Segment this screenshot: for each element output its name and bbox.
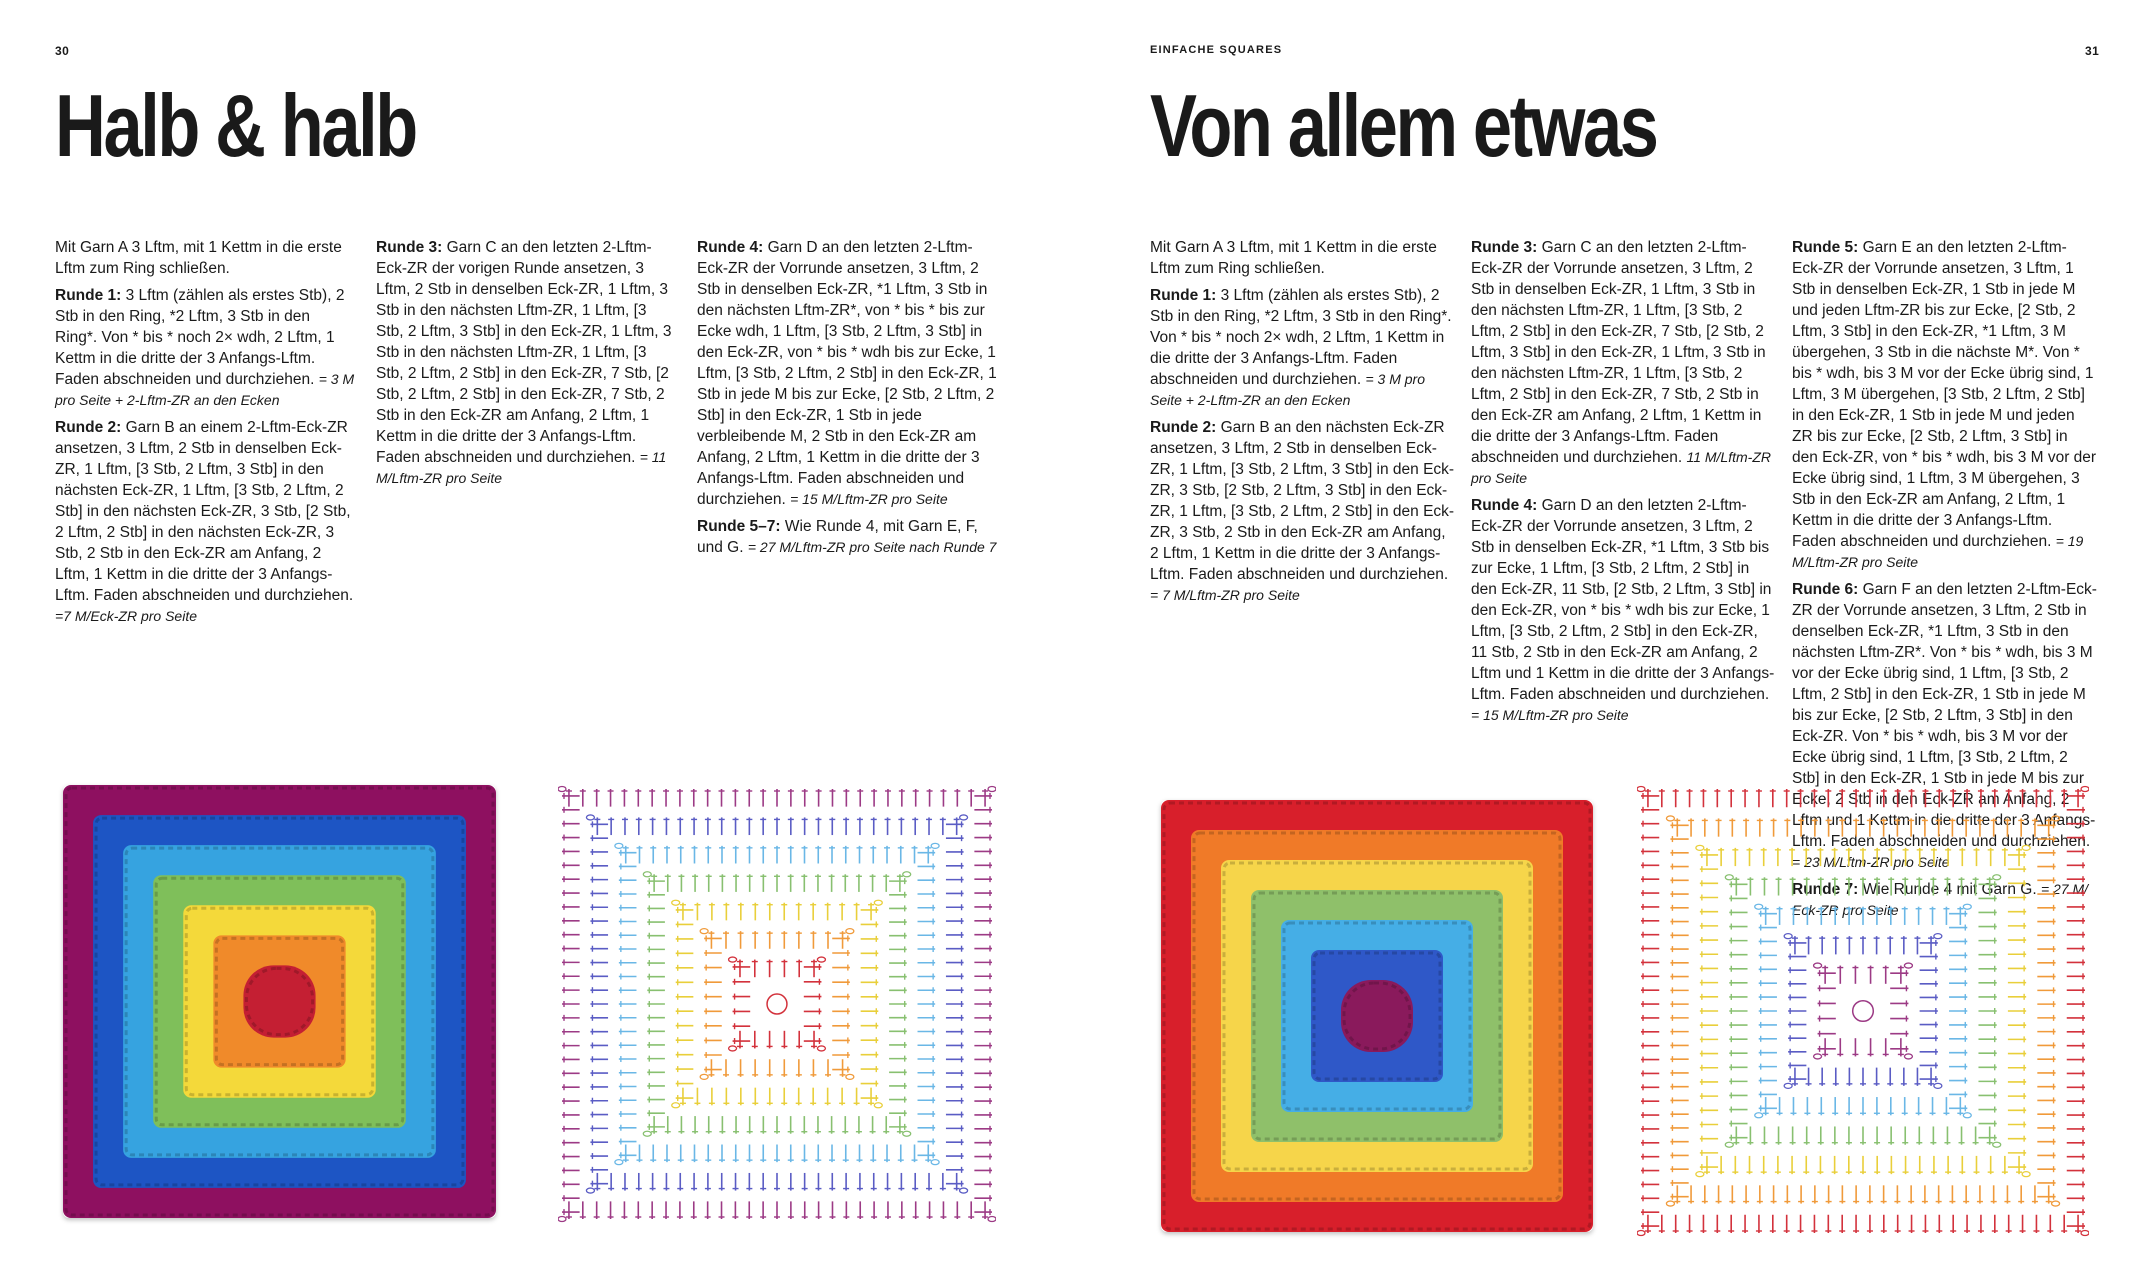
chart-round: [729, 957, 826, 1051]
starting-ring: [767, 994, 787, 1014]
crochet-chart: [558, 785, 996, 1223]
chart-round: [1666, 816, 2059, 1206]
instruction-paragraph: Mit Garn A 3 Lftm, mit 1 Kettm in die erste Lftm zum Ring schließen.: [55, 239, 342, 277]
page-number: 31: [2085, 44, 2100, 58]
instructions-column-1: [55, 237, 355, 633]
right-page: [1071, 0, 2142, 1280]
starting-ring: [1853, 1001, 1874, 1022]
chart-round: [672, 900, 883, 1108]
crochet-chart: [1637, 785, 2089, 1237]
chart-round: [700, 929, 854, 1080]
instructions-column-1: [1150, 237, 1455, 612]
instruction-paragraph: Runde 1: 3 Lftm (zählen als erstes Stb), 2 Stb in den Ring, *2 Lftm, 3 Stb in den Ring*. Von * bis * noch 2× wdh, 2 Lftm, 1 Kettm in die dritte der 3 Anfangs-Lftm. Faden abschneiden und durchziehen. = 3 M pro Seite + 2-Lftm-ZR an den Ecken: [55, 287, 355, 408]
instructions-column-2: [1471, 237, 1776, 732]
instruction-paragraph: Runde 2: Garn B an einem 2-Lftm-Eck-ZR ansetzen, 3 Lftm, 2 Stb in denselben Eck-ZR, 1 Lftm, [3 Stb, 2 Lftm, 3 Stb] in den nächsten Eck-ZR, 1 Lftm, [3 Stb, 2 Lftm, 2 Stb] in den nächsten Eck-ZR, 3 Stb, [2 Stb, 2 Lftm, 2 Stb] in den nächsten Eck-ZR, 3 Stb, 2 Stb in den Eck-ZR am Anfang, 2 Lftm, 1 Kettm in die dritte der 3 Anfangs-Lftm. Faden abschneiden und durchziehen. =7 M/Eck-ZR pro Seite: [55, 419, 354, 624]
page-number: 30: [55, 44, 70, 58]
instruction-paragraph: Runde 5–7: Wie Runde 4, mit Garn E, F, und G. = 27 M/Lftm-ZR pro Seite nach Runde 7: [697, 518, 997, 556]
instructions-column-2: [376, 237, 676, 495]
crochet-square-image: [63, 785, 496, 1218]
crochet-square-image: [1161, 800, 1593, 1232]
instruction-paragraph: Runde 2: Garn B an den nächsten Eck-ZR ansetzen, 3 Lftm, 2 Stb in denselben Eck-ZR, 1 Lftm, [3 Stb, 2 Lftm, 3 Stb] in den Eck-ZR, 3 Stb, [2 Stb, 2 Lftm, 3 Stb] in den Eck-ZR, 1 Lftm, [3 Stb, 2 Lftm, 2 Stb] in den Eck-ZR, 3 Stb, 2 Stb in den Eck-ZR am Anfang, 2 Lftm, 1 Kettm in die dritte der 3 Anfangs-Lftm. Faden abschneiden und durchziehen. = 7 M/Lftm-ZR pro Seite: [1150, 419, 1455, 603]
instruction-paragraph: Runde 1: 3 Lftm (zählen als erstes Stb), 2 Stb in den Ring, *2 Lftm, 3 Stb in den Ring*. Von * bis * noch 2× wdh, 2 Lftm, 1 Kettm in die dritte der 3 Anfangs-Lftm. Faden abschneiden und durchziehen. = 3 M pro Seite + 2-Lftm-ZR an den Ecken: [1150, 287, 1452, 408]
chart-round: [586, 815, 967, 1193]
instruction-paragraph: Runde 4: Garn D an den letzten 2-Lftm-Eck-ZR der Vorrunde ansetzen, 3 Lftm, 2 Stb in denselben Eck-ZR, *1 Lftm, 3 Stb in den nächsten Lftm-ZR*, von * bis * bis zur Ecke wdh, 1 Lftm, [3 Stb, 2 Lftm, 3 Stb] in den Eck-ZR, von * bis * wdh bis zur Ecke, 1 Lftm, [3 Stb, 2 Lftm, 2 Stb] in den Eck-ZR, 1 Stb in jede M bis zur Ecke, [2 Stb, 2 Lftm, 2 Stb] in den Eck-ZR, 1 Stb in jede verbleibende M, 2 Stb in den Eck-ZR am Anfang, 2 Lftm, 1 Kettm in die dritte der 3 Anfangs-Lftm. Faden abschneiden und durchziehen. = 15 M/Lftm-ZR pro Seite: [697, 239, 997, 508]
instruction-paragraph: Mit Garn A 3 Lftm, mit 1 Kettm in die erste Lftm zum Ring schließen.: [1150, 239, 1437, 277]
instruction-paragraph: Runde 3: Garn C an den letzten 2-Lftm-Eck-ZR der vorigen Runde ansetzen, 3 Lftm, 2 Stb in denselben Eck-ZR, 1 Lftm, 3 Stb in den nächsten Lftm-ZR, 1 Lftm, [3 Stb, 2 Lftm, 3 Stb] in den Eck-ZR, 1 Lftm, 3 Stb in den nächsten Lftm-ZR, 1 Lftm, [3 Stb, 2 Lftm, 2 Stb] in den Eck-ZR, 7 Stb, [2 Stb, 2 Lftm, 2 Stb] in den Eck-ZR, 7 Stb, 2 Stb in den Eck-ZR am Anfang, 2 Lftm, 1 Kettm in die dritte der 3 Anfangs-Lftm. Faden abschneiden und durchziehen. = 11 M/Lftm-ZR pro Seite: [376, 239, 672, 486]
granny-square-photo: [63, 785, 496, 1218]
chart-round: [1814, 963, 1913, 1059]
instruction-paragraph: Runde 4: Garn D an den letzten 2-Lftm-Eck-ZR der Vorrunde ansetzen, 3 Lftm, 2 Stb in denselben Eck-ZR, *1 Lftm, 3 Stb bis zur Ecke, 1 Lftm, [3 Stb, 2 Lftm, 2 Stb] in den Eck-ZR, 11 Stb, [2 Stb, 2 Lftm, 3 Stb] in den Eck-ZR, von * bis * wdh bis zur Ecke, 1 Lftm, [3 Stb, 2 Lftm, 2 Stb] in den Eck-ZR, 11 Stb, 2 Stb in den Eck-ZR am Anfang, 2 Lftm und 1 Kettm in die dritte der 3 Anfangs-Lftm. Faden abschneiden und durchziehen. = 15 M/Lftm-ZR pro Seite: [1471, 497, 1775, 723]
section-header: EINFACHE SQUARES: [1150, 44, 1283, 56]
pattern-title: Von allem etwas: [1150, 76, 1657, 175]
chart-round: [1784, 934, 1942, 1089]
instruction-paragraph: Runde 6: Garn F an den letzten 2-Lftm-Eck-ZR der Vorrunde ansetzen, 3 Lftm, 2 Stb in denselben Eck-ZR, *1 Lftm, 3 Stb in den nächsten Lftm-ZR*. Von * bis * wdh, bis 3 M vor der Ecke übrig sind, 1 Lftm, [3 Stb, 2 Lftm, 2 Stb] in den Eck-ZR, 1 Stb in jede M bis zur Ecke, [2 Stb, 2 Lftm, 3 Stb] in den Eck-ZR. Von * bis * wdh, bis 3 M vor der Ecke übrig sind, 1 Lftm, [3 Stb, 2 Lftm, 2 Stb] in den Eck-ZR, 1 Stb in jede M bis zur Ecke, 2 Stb in den Eck-ZR am Anfang, 2 Lftm und 1 Kettm in die dritte der 3 Anfangs-Lftm. Faden abschneiden und durchziehen. = 23 M/Lftm-ZR pro Seite: [1792, 581, 2097, 870]
granny-square-photo: [1161, 800, 1593, 1232]
pattern-title: Halb & halb: [55, 76, 416, 175]
instruction-paragraph: Runde 3: Garn C an den letzten 2-Lftm-Eck-ZR der Vorrunde ansetzen, 3 Lftm, 2 Stb in denselben Eck-ZR, 1 Lftm, 3 Stb in den nächsten Lftm-ZR, 1 Lftm, [3 Stb, 2 Lftm, 2 Stb] in den Eck-ZR, 7 Stb, [2 Stb, 2 Lftm, 3 Stb] in den Eck-ZR, 1 Lftm, 3 Stb in den nächsten Lftm-ZR, 1 Lftm, [3 Stb, 2 Lftm, 2 Stb] in den Eck-ZR, 7 Stb, 2 Stb in den Eck-ZR am Anfang, 2 Lftm, 1 Kettm in die dritte der 3 Anfangs-Lftm. Faden abschneiden und durchziehen. 11 M/Lftm-ZR pro Seite: [1471, 239, 1771, 486]
crochet-chart-graphic: [1637, 785, 2089, 1237]
crochet-chart-graphic: [558, 785, 996, 1223]
instructions-column-3: [697, 237, 997, 564]
instruction-paragraph: Runde 5: Garn E an den letzten 2-Lftm-Eck-ZR der Vorrunde ansetzen, 3 Lftm, 1 Stb in denselben Eck-ZR, 1 Stb in jede M und jeden Lftm-ZR bis zur Ecke, [2 Stb, 2 Lftm, 3 Stb] in den Eck-ZR, *1 Lftm, 3 M übergehen, 3 Stb in die nächste M*. Von * bis * wdh, bis 3 M vor der Ecke übrig sind, 1 Lftm, 3 M übergehen, [3 Stb, 2 Lftm, 2 Stb] in den Eck-ZR, 1 Stb in jede M und jeden ZR bis zur Ecke, [2 Stb, 2 Lftm, 3 Stb] in den Eck-ZR, von * bis * wdh, bis 3 M vor der Ecke übrig sind, 1 Lftm, 3 M übergehen, 3 Stb in den Eck-ZR am Anfang, 2 Lftm, 1 Kettm in die dritte der 3 Anfangs-Lftm. Faden abschneiden und durchziehen. = 19 M/Lftm-ZR pro Seite: [1792, 239, 2097, 570]
instruction-paragraph: Runde 7: Wie Runde 4 mit Garn G. = 27 M/ Eck-ZR pro Seite: [1792, 881, 2089, 918]
